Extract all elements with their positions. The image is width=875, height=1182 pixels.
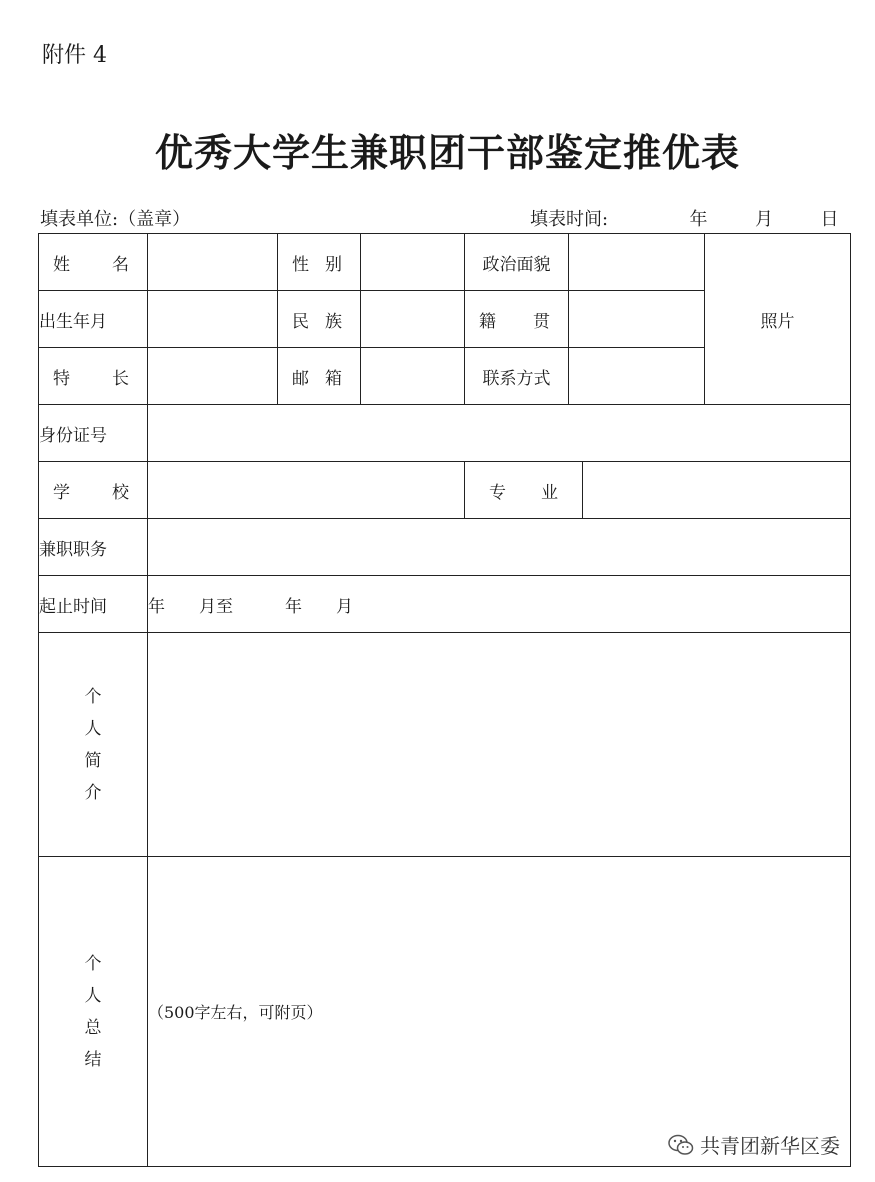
summary-label: 个 人 总 结 <box>39 857 148 1167</box>
watermark <box>668 1130 840 1159</box>
id-number-label: 身份证号 <box>39 405 148 462</box>
fill-time-day: 日 <box>820 209 839 230</box>
period-label: 起止时间 <box>39 576 148 633</box>
fill-time-year: 年 <box>689 209 708 230</box>
position-field[interactable] <box>148 519 851 576</box>
birth-field[interactable] <box>148 291 278 348</box>
watermark-text: 共青团新华区委 <box>700 1134 840 1158</box>
period-month-end: 月 <box>336 596 353 617</box>
political-field[interactable] <box>569 234 705 291</box>
photo-box[interactable]: 照片 <box>705 234 851 405</box>
gender-field[interactable] <box>361 234 465 291</box>
wechat-icon <box>668 1134 694 1156</box>
profile-field[interactable] <box>148 633 851 857</box>
contact-label: 联系方式 <box>465 348 569 405</box>
name-label: 姓 名 <box>53 254 129 275</box>
summary-field[interactable] <box>148 857 851 1167</box>
name-field[interactable] <box>148 234 278 291</box>
specialty-field[interactable] <box>148 348 278 405</box>
native-field[interactable] <box>569 291 705 348</box>
major-field[interactable] <box>583 462 851 519</box>
email-label: 邮 箱 <box>292 368 342 389</box>
appraisal-form-table <box>38 233 851 1167</box>
birth-label: 出生年月 <box>39 291 148 348</box>
email-field[interactable] <box>361 348 465 405</box>
major-label: 专 业 <box>489 482 558 503</box>
profile-label: 个 人 简 介 <box>39 633 148 857</box>
summary-note: （500字左右，可附页） <box>148 1003 323 1022</box>
fill-time-text: 填表时间: <box>530 209 609 230</box>
school-label: 学 校 <box>53 482 129 503</box>
ethnic-label: 民 族 <box>292 311 342 332</box>
contact-field[interactable] <box>569 348 705 405</box>
attachment-label: 附件 4 <box>42 43 107 68</box>
fill-unit-label: 填表单位:（盖章） <box>40 209 191 230</box>
period-month-start: 月至 <box>199 596 233 617</box>
specialty-label: 特 长 <box>53 368 129 389</box>
fill-time-month: 月 <box>755 209 774 230</box>
period-year-start: 年 <box>148 596 165 617</box>
period-year-end: 年 <box>285 596 302 617</box>
id-number-field[interactable] <box>148 405 851 462</box>
position-label: 兼职职务 <box>39 519 148 576</box>
period-field[interactable] <box>148 576 851 633</box>
form-title: 优秀大学生兼职团干部鉴定推优表 <box>154 130 740 175</box>
school-field[interactable] <box>148 462 465 519</box>
political-label: 政治面貌 <box>465 234 569 291</box>
fill-time-label <box>530 205 838 231</box>
ethnic-field[interactable] <box>361 291 465 348</box>
gender-label: 性 别 <box>292 254 342 275</box>
native-label: 籍 贯 <box>479 311 550 332</box>
